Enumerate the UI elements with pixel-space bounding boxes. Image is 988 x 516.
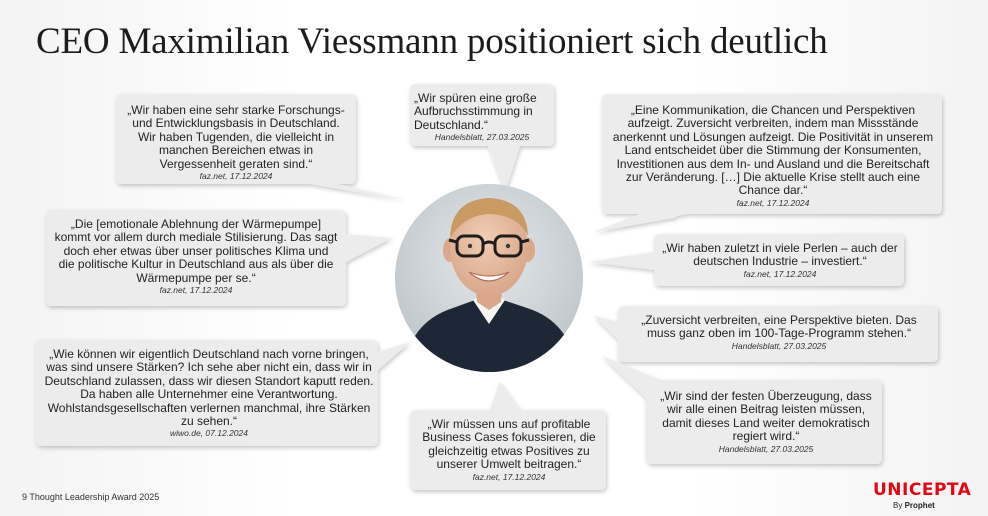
quote-9 <box>656 390 876 455</box>
quote-2-text: „Wir spüren eine große Aufbruchsstimmung in Deutschland.“ <box>414 91 537 132</box>
logo-by: By <box>893 501 903 510</box>
quote-8-text: „Wir müssen uns auf profitable Business Cases fokussieren, die gleichzeitig etwas Positives zu unserer Umwelt beitragen.“ <box>422 417 596 472</box>
quote-7-source: wiwo.de, 07.12.2024 <box>170 428 248 439</box>
quote-5 <box>662 242 898 280</box>
logo-byline <box>873 501 963 510</box>
quote-6-text: „Zuversicht verbreiten, eine Perspektive bieten. Das muss ganz oben im 100-Tage-Programm stehen.“ <box>641 313 917 341</box>
portrait-image <box>395 184 583 372</box>
quote-5-source: faz.net, 17.12.2024 <box>743 268 817 279</box>
quote-3-source: faz.net, 17.12.2024 <box>736 197 810 208</box>
quote-5-text: „Wir haben zuletzt in viele Perlen – auch der deutschen Industrie – investiert.“ <box>662 241 898 269</box>
quote-6-source: Handelsblatt, 27.03.2025 <box>731 340 827 351</box>
quote-2 <box>414 92 550 143</box>
quote-2-source: Handelsblatt, 27.03.2025 <box>434 132 530 143</box>
logo-parent: Prophet <box>904 501 935 510</box>
quote-9-source: Handelsblatt, 27.03.2025 <box>718 443 814 454</box>
footer-label: Thought Leadership Award 2025 <box>29 492 160 502</box>
logo-brand: UNICEPTA <box>873 480 972 500</box>
quote-8 <box>416 418 602 483</box>
page-number: 9 <box>22 492 28 502</box>
quote-4 <box>54 218 338 296</box>
quote-4-text: „Die [emotionale Ablehnung der Wärmepumpe] kommt vor allem durch mediale Stilisierung. Das sagt doch eher etwas über unser politisches Klima und die politische Kultur in Deutschland aus als über die Wärmepumpe per se.“ <box>54 217 338 285</box>
quote-7 <box>44 348 374 439</box>
quote-1 <box>124 104 348 182</box>
ceo-portrait <box>395 184 583 372</box>
slide-title: CEO Maximilian Viessmann positioniert sich deutlich <box>36 21 828 62</box>
quote-4-source: faz.net, 17.12.2024 <box>159 285 233 296</box>
quote-3 <box>612 104 934 209</box>
quote-6 <box>626 314 932 352</box>
quote-7-text: „Wie können wir eigentlich Deutschland nach vorne bringen, was sind unsere Stärken? Ich sehe aber nicht ein, dass wir in Deutschland zulassen, dass wir diesen Standort kaputt reden. Da haben alle Unternehmer eine Verantwortung. Wohlstandsgesellschaften verlernen manchmal, ihre Stärken zu sehen.“ <box>44 347 374 429</box>
quote-1-text: „Wir haben eine sehr starke Forschungs- und Entwicklungsbasis in Deutschland. Wir haben Tugenden, die vielleicht in manchen Bereichen etwas in Vergessenheit geraten sind.“ <box>127 103 345 171</box>
quote-1-source: faz.net, 17.12.2024 <box>199 171 273 182</box>
quote-9-text: „Wir sind der festen Überzeugung, dass wir alle einen Beitrag leisten müssen, damit dieses Land weiter demokratisch regiert wird.“ <box>660 389 872 444</box>
quote-3-text: „Eine Kommunikation, die Chancen und Perspektiven aufzeigt. Zuversicht verbreiten, indem man Missstände anerkennt und Lösungen aufzeigt. Die Positivität in unserem Land entscheidet über die Stimmung der Konsumenten, Investitionen aus dem In- und Ausland und die Bereitschaft zur Veränderung. […] Die aktuelle Krise stellt auch eine Chance dar.“ <box>612 103 934 198</box>
footer <box>22 492 159 502</box>
quote-8-source: faz.net, 17.12.2024 <box>472 471 546 482</box>
unicepta-logo <box>873 480 972 510</box>
